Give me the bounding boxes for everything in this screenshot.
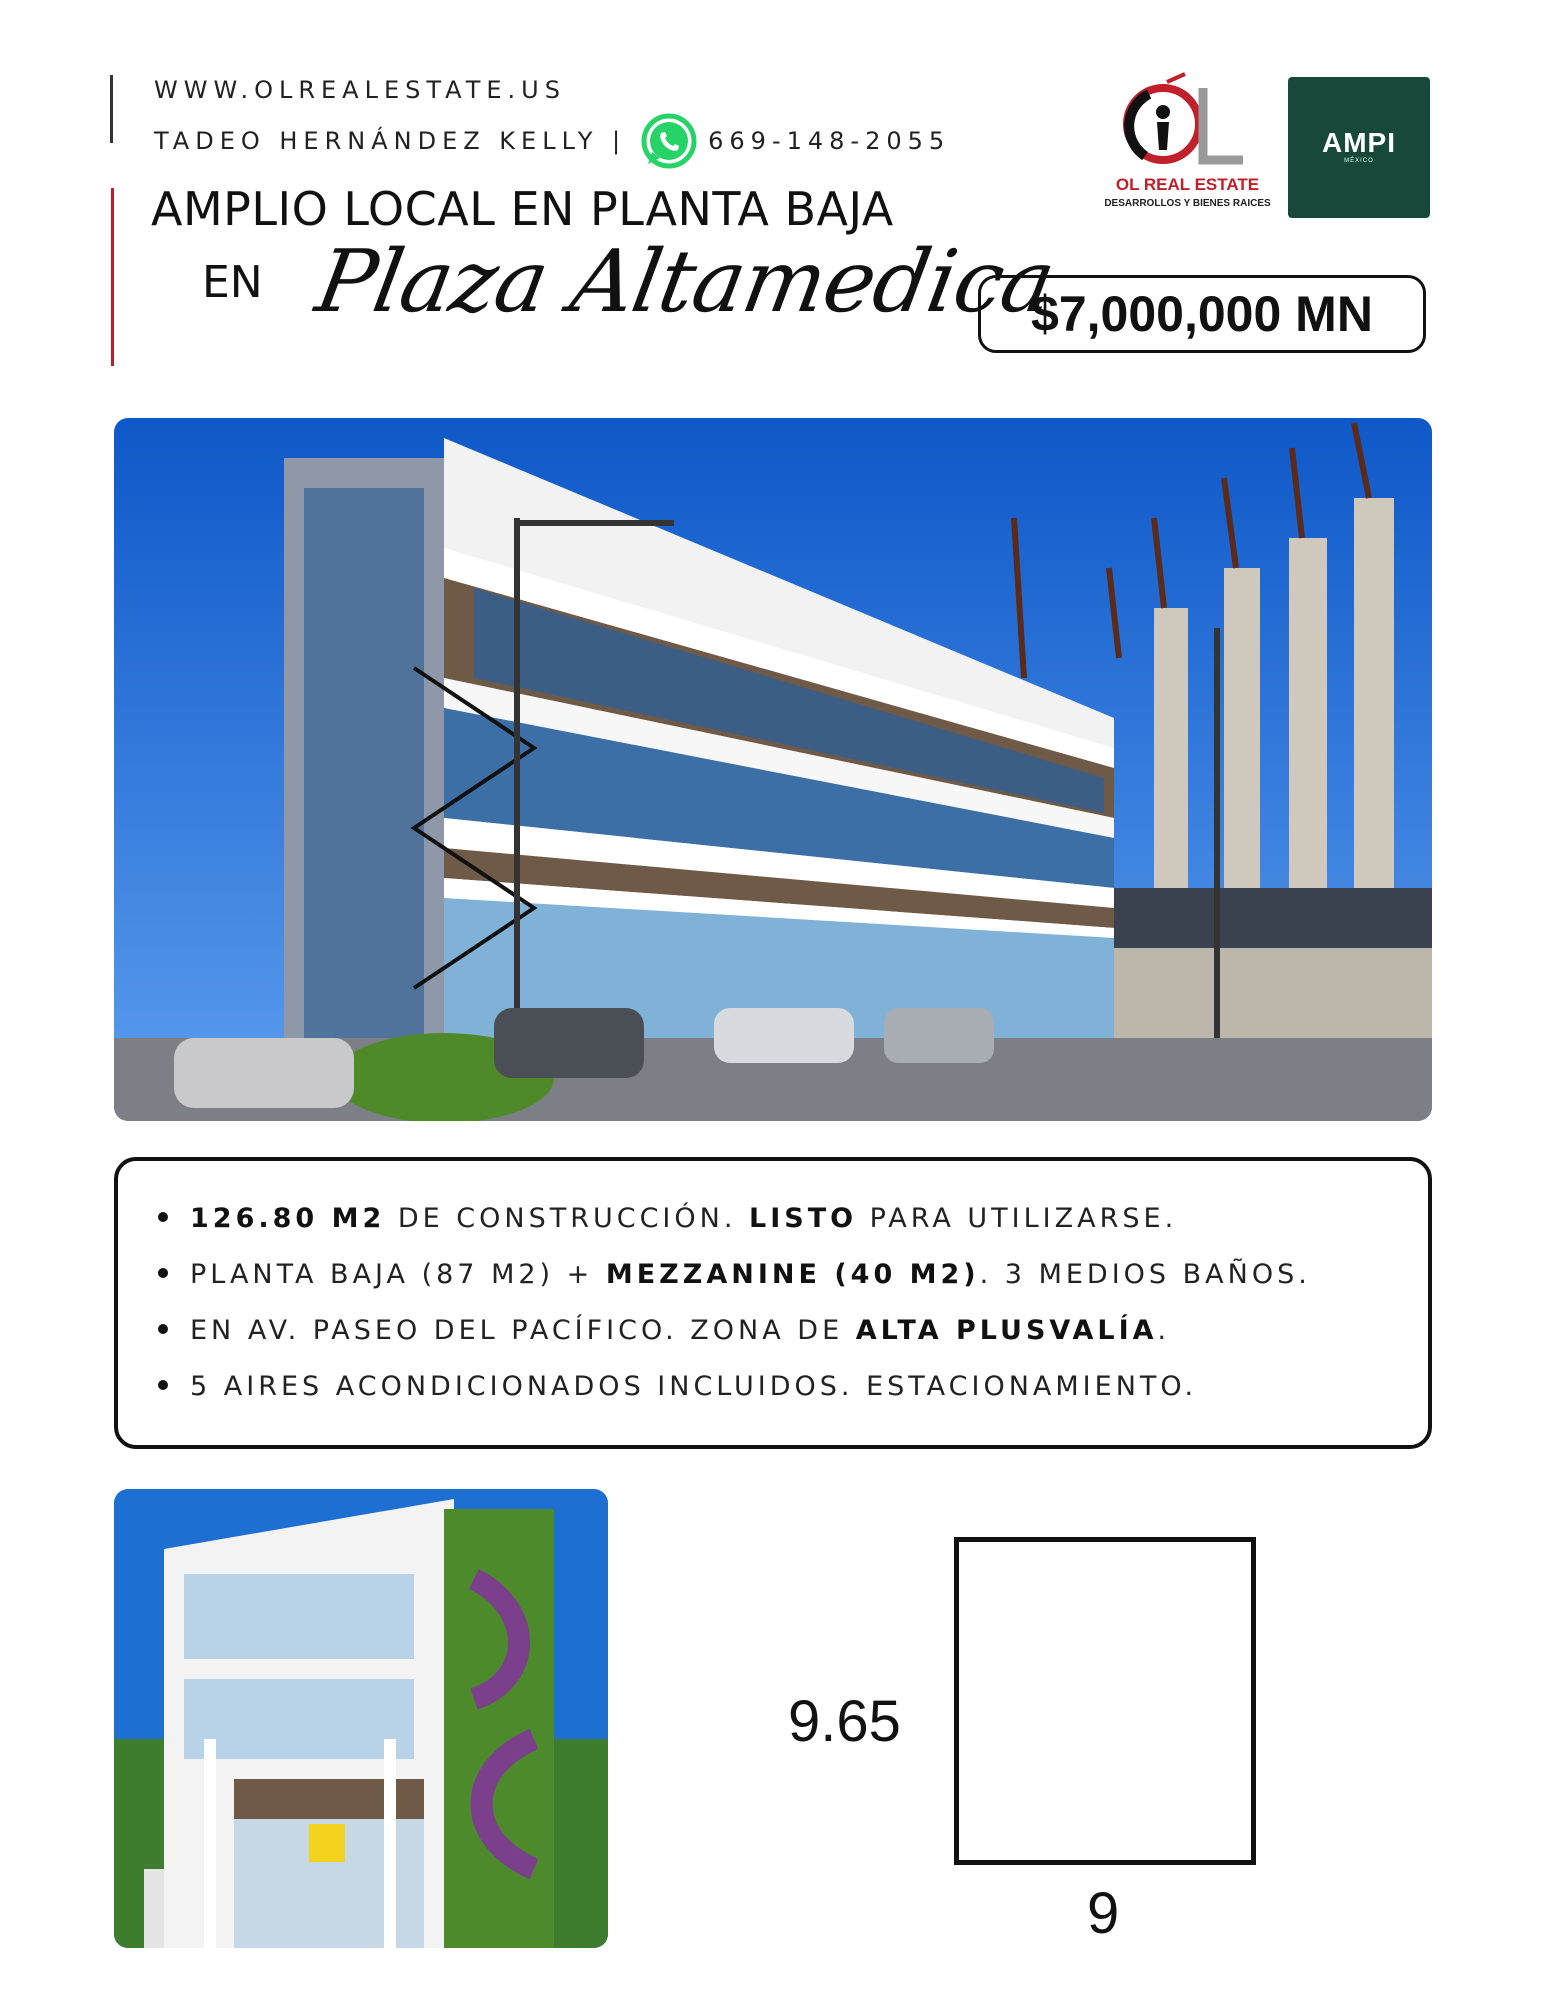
price-badge [978, 275, 1426, 353]
feature-highlight: MEZZANINE (40 M2) [605, 1259, 980, 1290]
floor-plan-square [954, 1537, 1256, 1865]
bullet-icon [158, 1380, 168, 1390]
building-photo-secondary [114, 1489, 608, 1948]
whatsapp-icon[interactable] [640, 112, 698, 170]
features-box [114, 1157, 1432, 1449]
feature-item [158, 1191, 1311, 1247]
dimension-height: 9.65 [788, 1689, 901, 1754]
ol-logo-subtitle: DESARROLLOS Y BIENES RAICES [1104, 198, 1271, 209]
building-facade-illustration [114, 1489, 608, 1948]
feature-highlight: ALTA PLUSVALÍA [855, 1315, 1158, 1346]
plaza-name-script: Plaza Altamedica [309, 232, 1062, 332]
bullet-icon [158, 1212, 168, 1222]
header-divider [110, 75, 113, 143]
feature-text: . [1157, 1315, 1171, 1346]
ol-real-estate-logo [1105, 72, 1273, 217]
website-link[interactable]: WWW.OLREALESTATE.US [154, 76, 566, 104]
feature-text: PLANTA BAJA (87 M2) + [190, 1259, 606, 1290]
feature-text: PARA UTILIZARSE. [857, 1203, 1178, 1234]
feature-highlight: LISTO [749, 1203, 858, 1234]
bullet-icon [158, 1324, 168, 1334]
dimension-width: 9 [1087, 1881, 1120, 1946]
features-list [158, 1191, 1311, 1415]
feature-item [158, 1359, 1311, 1415]
ampi-logo-subtitle: MÉXICO [1344, 158, 1374, 164]
building-photo-main [114, 418, 1432, 1121]
page-title: AMPLIO LOCAL EN PLANTA BAJA [151, 182, 894, 236]
title-accent-line [111, 188, 114, 366]
building-illustration [114, 418, 1432, 1121]
feature-text: 5 AIRES ACONDICIONADOS INCLUIDOS. ESTACIONAMIENTO. [190, 1371, 1198, 1402]
title-en: EN [202, 257, 263, 308]
phone-number[interactable]: 669-148-2055 [708, 127, 951, 155]
agent-contact [154, 112, 950, 170]
bullet-icon [158, 1268, 168, 1278]
ol-logo-name: OL REAL ESTATE [1115, 175, 1260, 194]
price-value: $7,000,000 MN [1031, 286, 1373, 342]
agent-name: TADEO HERNÁNDEZ KELLY | [154, 127, 627, 155]
feature-item [158, 1303, 1311, 1359]
feature-text: EN AV. PASEO DEL PACÍFICO. ZONA DE [190, 1315, 856, 1346]
feature-text: . 3 MEDIOS BAÑOS. [979, 1259, 1311, 1290]
feature-item [158, 1247, 1311, 1303]
ampi-logo-text: AMPI [1322, 127, 1396, 158]
feature-highlight: 126.80 M2 [190, 1203, 386, 1234]
feature-text: DE CONSTRUCCIÓN. [385, 1203, 750, 1234]
